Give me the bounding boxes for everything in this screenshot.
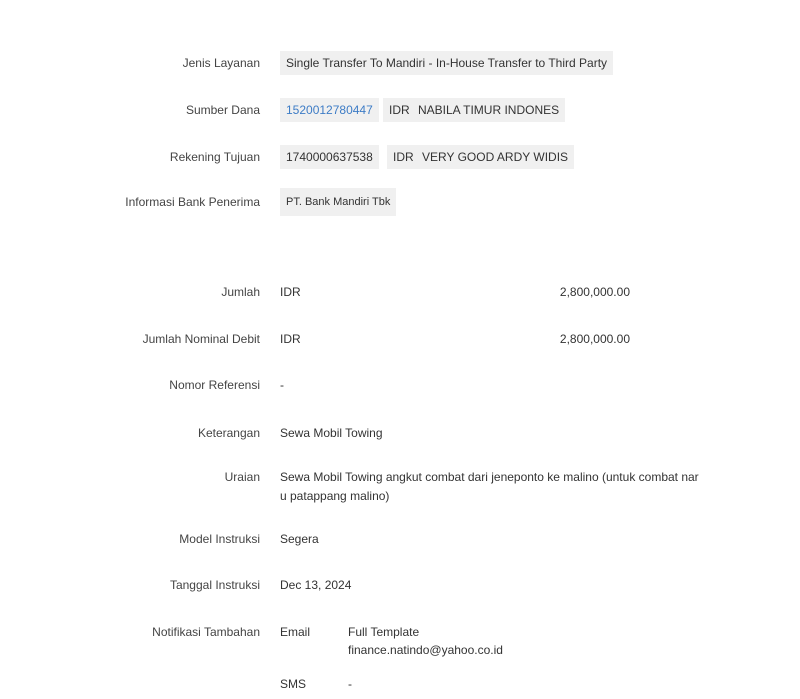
nomor-referensi-value: - [280,378,284,392]
rekening-tujuan-account: 1740000637538 [280,145,379,169]
notif-sms-label: SMS [280,677,307,691]
informasi-bank-label: Informasi Bank Penerima [125,195,260,209]
notif-email-label: Email [280,625,311,639]
row-tanggal-instruksi [0,573,800,597]
sumber-dana-label: Sumber Dana [185,103,260,117]
sumber-dana-currency: IDR [383,98,416,122]
row-jumlah [0,280,800,304]
keterangan-label: Keterangan [197,426,260,440]
row-rekening-tujuan [0,145,800,169]
notif-sms-value: - [348,677,352,691]
rekening-tujuan-name: VERY GOOD ARDY WIDIS [416,145,574,169]
row-keterangan [0,421,800,445]
jenis-layanan-label: Jenis Layanan [182,56,260,70]
jumlah-label: Jumlah [221,285,260,299]
model-instruksi-value: Segera [280,532,319,546]
notif-email-template: Full Template [348,625,420,639]
jumlah-nominal-debit-currency: IDR [280,332,301,346]
sumber-dana-name: NABILA TIMUR INDONES [412,98,565,122]
notif-email-address: finance.natindo@yahoo.co.id [348,643,503,657]
keterangan-value: Sewa Mobil Towing [280,426,383,440]
row-jumlah-nominal-debit [0,327,800,351]
rekening-tujuan-label: Rekening Tujuan [169,150,260,164]
row-nomor-referensi [0,373,800,397]
model-instruksi-label: Model Instruksi [179,532,260,546]
rekening-tujuan-currency: IDR [387,145,420,169]
tanggal-instruksi-label: Tanggal Instruksi [169,578,260,592]
row-informasi-bank [0,188,800,212]
uraian-value: Sewa Mobil Towing angkut combat dari jeneponto ke malino (untuk combat naru patappang malino) [280,470,699,503]
jumlah-nominal-debit-amount: 2,800,000.00 [559,332,630,346]
notifikasi-tambahan-label: Notifikasi Tambahan [152,625,260,639]
jumlah-nominal-debit-label: Jumlah Nominal Debit [142,332,260,346]
informasi-bank-value: PT. Bank Mandiri Tbk [280,188,396,216]
jenis-layanan-value: Single Transfer To Mandiri - In-House Transfer to Third Party [280,51,613,75]
jumlah-currency: IDR [280,285,301,299]
row-sumber-dana [0,98,800,122]
nomor-referensi-label: Nomor Referensi [169,378,260,392]
jumlah-amount: 2,800,000.00 [559,285,630,299]
sumber-dana-account-link[interactable]: 1520012780447 [280,98,379,122]
row-jenis-layanan [0,51,800,75]
uraian-label: Uraian [224,470,260,484]
row-model-instruksi [0,527,800,551]
tanggal-instruksi-value: Dec 13, 2024 [280,578,352,592]
